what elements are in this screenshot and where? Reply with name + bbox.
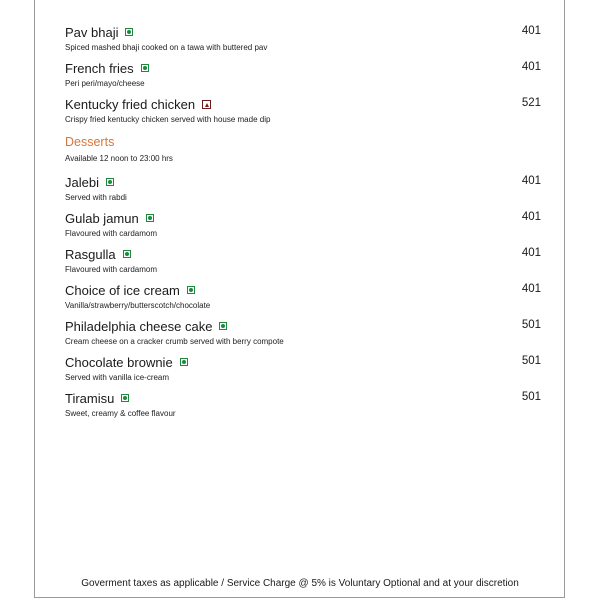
item-name: Pav bhaji <box>65 24 119 40</box>
veg-mark-icon <box>121 394 129 402</box>
menu-item <box>65 244 541 280</box>
section-title-desserts: Desserts <box>65 135 115 149</box>
item-name: Kentucky fried chicken <box>65 96 196 112</box>
item-description: Cream cheese on a cracker crumb served with berry compote <box>65 337 284 346</box>
item-price: 401 <box>521 247 541 259</box>
item-name: Chocolate brownie <box>65 354 173 370</box>
item-name: Gulab jamun <box>65 210 139 226</box>
item-name-row <box>65 352 541 372</box>
item-description: Vanilla/strawberry/butterscotch/chocolate <box>65 301 211 310</box>
veg-mark-icon <box>125 28 133 36</box>
veg-mark-icon <box>219 322 227 330</box>
item-name-row <box>65 58 541 78</box>
menu-item <box>65 208 541 244</box>
veg-mark-icon <box>123 250 131 258</box>
item-description: Flavoured with cardamom <box>65 265 158 274</box>
menu-item <box>65 352 541 388</box>
item-name-row <box>65 244 541 264</box>
menu-item <box>65 22 541 58</box>
menu-list <box>65 22 541 424</box>
item-description: Peri peri/mayo/cheese <box>65 79 145 88</box>
item-price: 401 <box>521 211 541 223</box>
item-price: 501 <box>521 319 541 331</box>
item-price: 501 <box>521 391 541 403</box>
menu-item <box>65 58 541 94</box>
item-name: Choice of ice cream <box>65 282 180 298</box>
item-description: Spiced mashed bhaji cooked on a tawa with buttered pav <box>65 43 268 52</box>
item-name-row <box>65 22 541 42</box>
desserts-group <box>65 172 541 424</box>
menu-item <box>65 388 541 424</box>
item-name-row <box>65 280 541 300</box>
item-name-row <box>65 172 541 192</box>
item-description: Flavoured with cardamom <box>65 229 158 238</box>
item-description: Served with vanilla ice-cream <box>65 373 170 382</box>
item-price: 401 <box>521 283 541 295</box>
section-availability-note: Available 12 noon to 23:00 hrs <box>65 154 173 163</box>
veg-mark-icon <box>146 214 154 222</box>
item-price: 401 <box>521 25 541 37</box>
veg-mark-icon <box>106 178 114 186</box>
item-name-row <box>65 94 541 114</box>
non-veg-mark-icon <box>202 100 211 109</box>
veg-mark-icon <box>141 64 149 72</box>
item-name: Tiramisu <box>65 390 115 406</box>
menu-item <box>65 280 541 316</box>
snacks-group <box>65 22 541 130</box>
item-name-row <box>65 316 541 336</box>
item-price: 501 <box>521 355 541 367</box>
footer-tax-note: Goverment taxes as applicable / Service Charge @ 5% is Voluntary Optional and at your discretion <box>81 578 519 589</box>
item-price: 401 <box>521 61 541 73</box>
item-price: 521 <box>521 97 541 109</box>
item-name: Jalebi <box>65 174 99 190</box>
item-description: Crispy fried kentucky chicken served with house made dip <box>65 115 271 124</box>
menu-item <box>65 94 541 130</box>
menu-item <box>65 172 541 208</box>
item-price: 401 <box>521 175 541 187</box>
item-name: Rasgulla <box>65 246 116 262</box>
veg-mark-icon <box>187 286 195 294</box>
item-name-row <box>65 208 541 228</box>
item-description: Served with rabdi <box>65 193 127 202</box>
item-name: French fries <box>65 60 134 76</box>
menu-item <box>65 316 541 352</box>
item-description: Sweet, creamy & coffee flavour <box>65 409 176 418</box>
item-name-row <box>65 388 541 408</box>
item-name: Philadelphia cheese cake <box>65 318 213 334</box>
veg-mark-icon <box>180 358 188 366</box>
